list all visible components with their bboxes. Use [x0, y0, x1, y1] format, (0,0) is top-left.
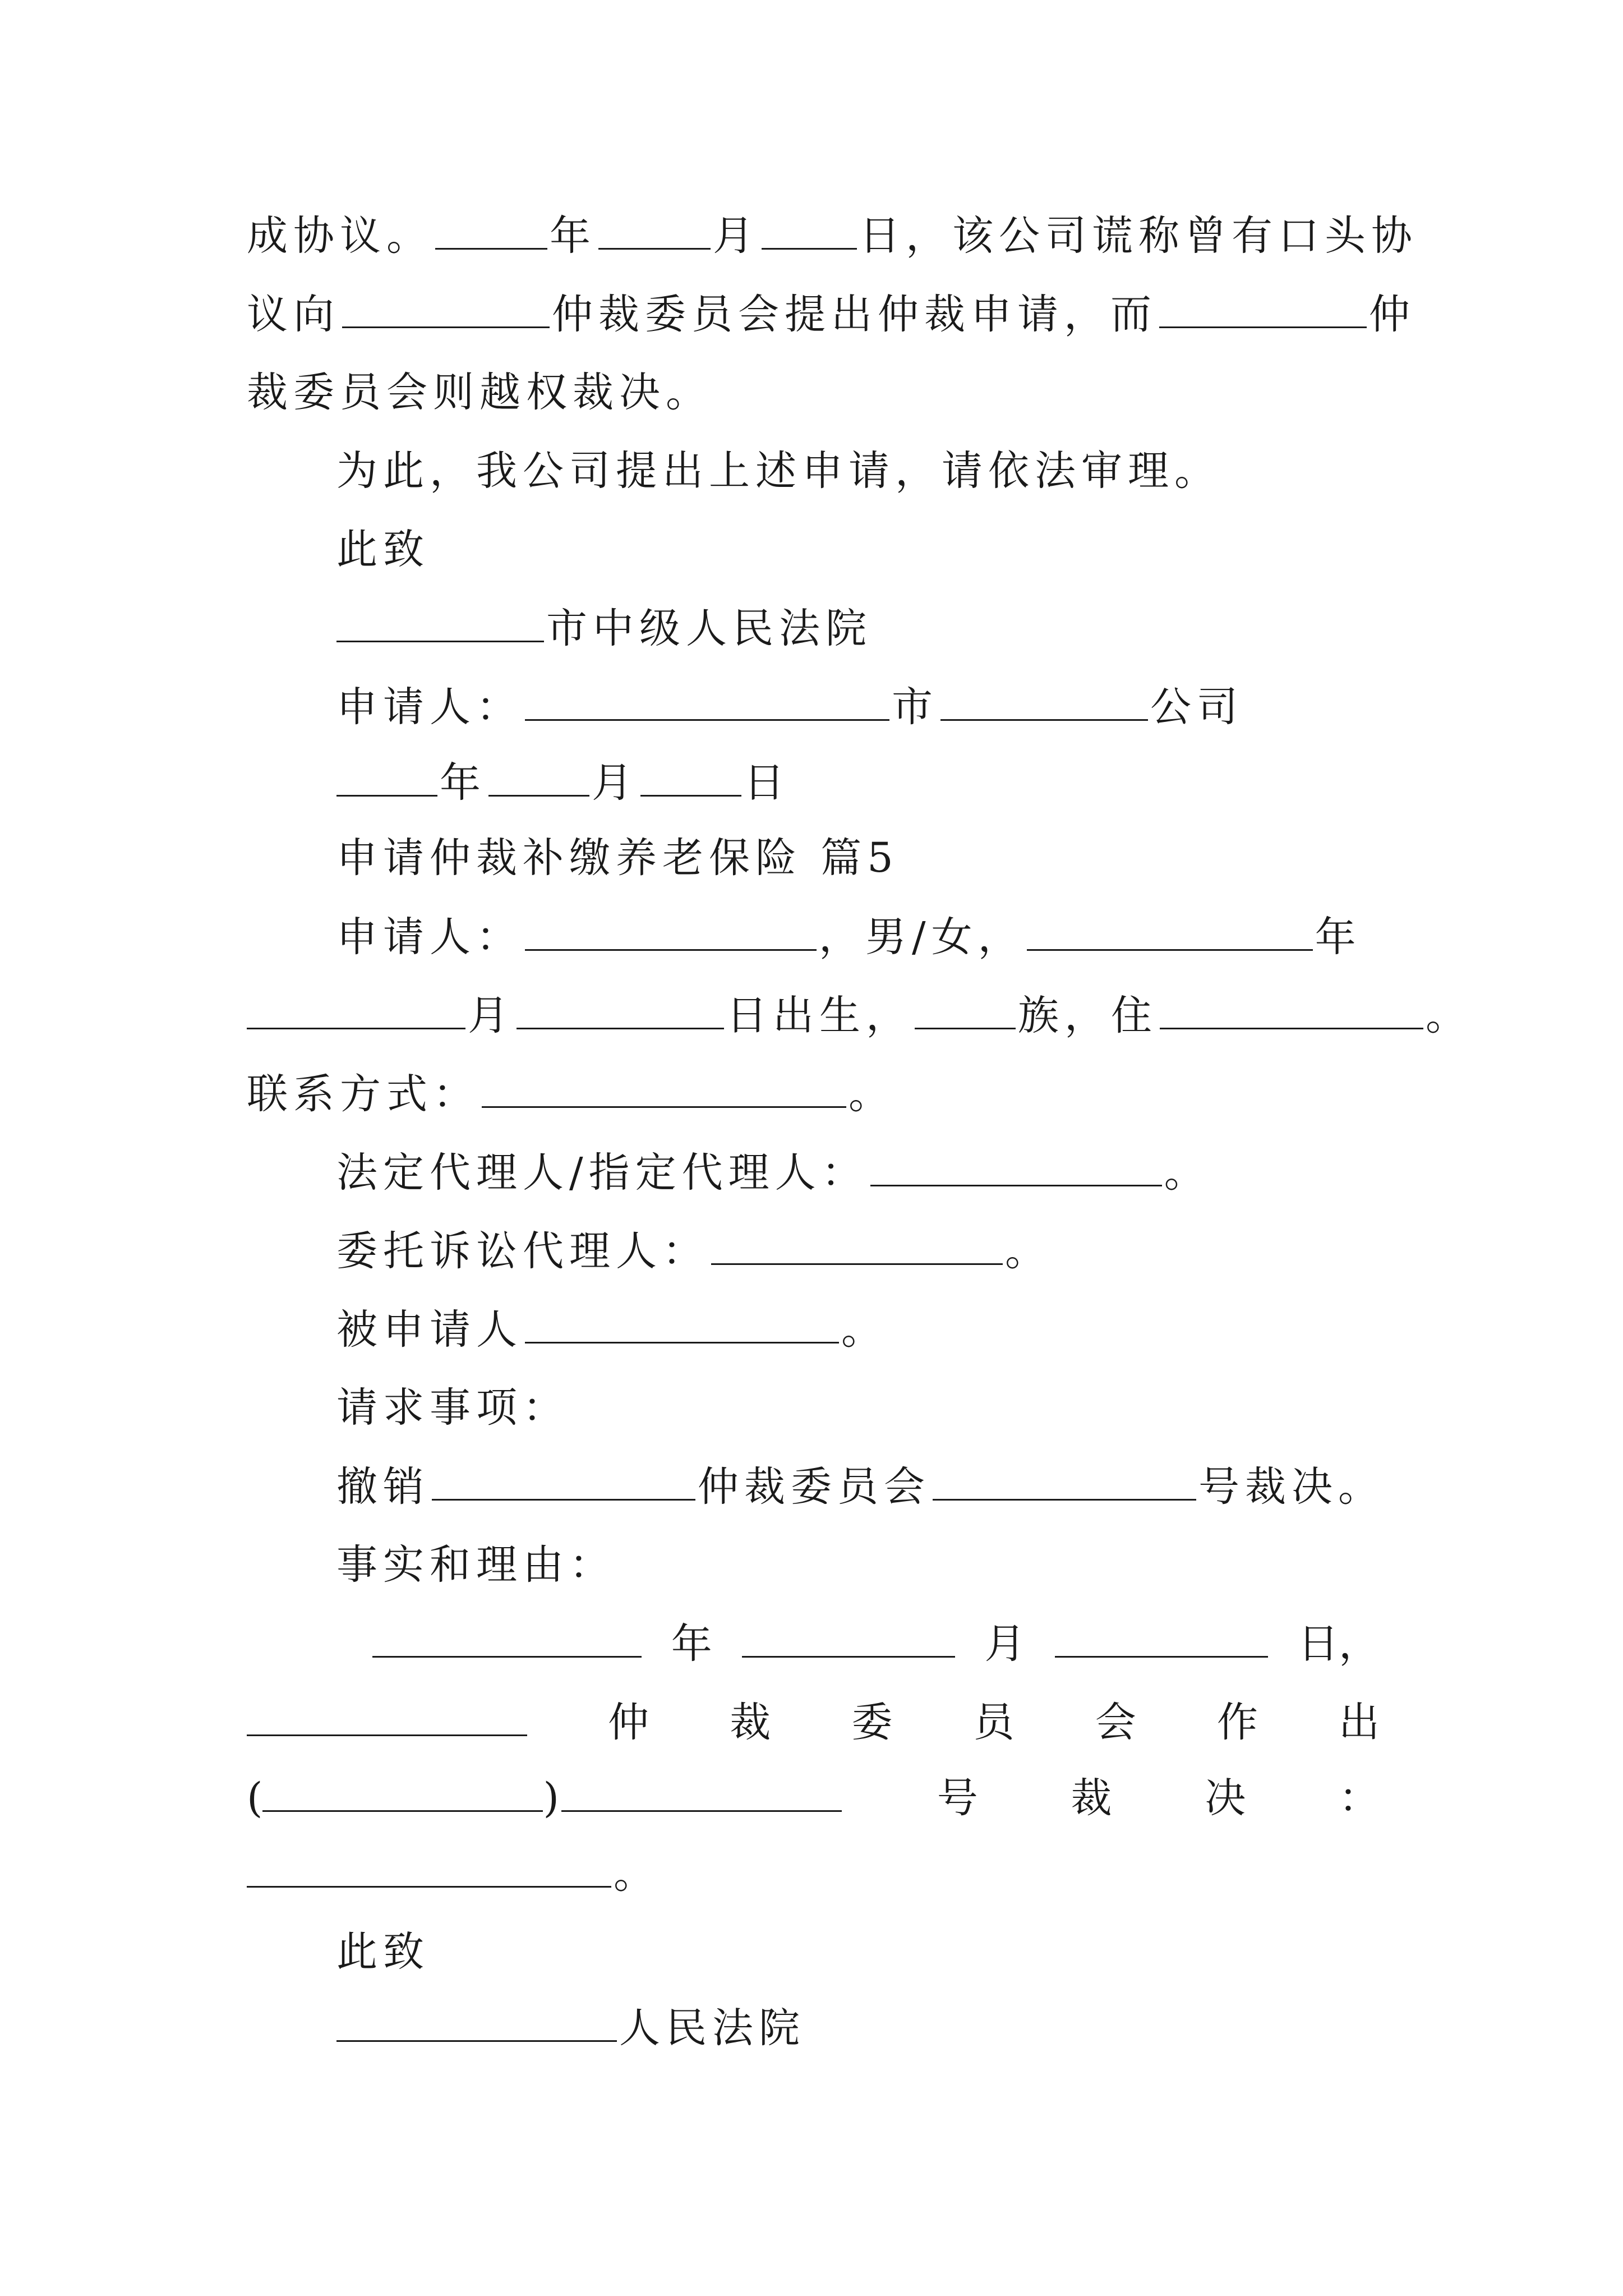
text-line: [247, 286, 1415, 343]
text-segment: 市: [892, 683, 938, 731]
text-line: [247, 365, 712, 421]
text-line: [336, 1223, 1052, 1280]
fill-blank: [336, 600, 544, 642]
fill-blank: [598, 208, 711, 250]
fill-blank: [940, 679, 1148, 721]
text-segment: 公司: [1150, 683, 1243, 731]
fill-blank: [435, 208, 547, 250]
text-segment: 月: [984, 1620, 1026, 1668]
fill-blank: [1055, 1616, 1268, 1658]
text-segment: 市中级人民法院: [546, 605, 872, 652]
fill-blank: [561, 1770, 842, 1812]
fill-blank: [640, 754, 741, 797]
fill-blank: [525, 1301, 839, 1343]
text-line: [336, 679, 1243, 735]
text-segment: ): [543, 1774, 559, 1822]
text-segment: 日出生，: [726, 992, 912, 1039]
text-segment: 仲裁委员会提出仲裁申请，而: [552, 291, 1157, 338]
text-segment: 被申请人: [336, 1306, 523, 1354]
fill-blank: [762, 208, 857, 250]
text-segment: 年: [550, 212, 596, 260]
text-segment: 会: [1095, 1699, 1136, 1746]
text-segment: 撤销: [336, 1463, 430, 1511]
text-segment: 决: [1205, 1774, 1246, 1822]
text-segment: 月: [713, 212, 759, 260]
text-segment: 年: [671, 1620, 712, 1668]
fill-blank: [711, 1223, 1003, 1265]
text-segment: 仲裁委员会: [698, 1463, 930, 1511]
text-segment: 裁: [1071, 1774, 1112, 1822]
text-segment: 年: [440, 759, 486, 807]
text-line: [336, 1301, 888, 1358]
text-segment: 此致: [336, 1928, 430, 1976]
text-segment: ：: [1338, 1774, 1380, 1822]
text-segment: 日，: [1297, 1620, 1380, 1668]
text-segment: 族，住: [1018, 992, 1158, 1039]
text-segment: 。: [614, 1850, 660, 1898]
text-line: [336, 830, 899, 886]
text-segment: 委托诉讼代理人：: [336, 1227, 709, 1275]
text-line: [247, 1770, 1380, 1826]
text-line: [336, 443, 1221, 499]
text-segment: 日，该公司谎称曾有口头协: [859, 212, 1418, 260]
text-segment: 。: [849, 1070, 895, 1118]
fill-blank: [517, 987, 724, 1029]
text-line: [336, 522, 430, 578]
text-segment: 委: [851, 1699, 893, 1746]
text-segment: 出: [1338, 1699, 1380, 1746]
text-segment: 此致: [336, 526, 430, 573]
section-heading: 申请仲裁补缴养老保险 篇5: [336, 834, 899, 882]
text-line: [336, 600, 872, 657]
text-segment: 仲: [608, 1699, 649, 1746]
text-line: [247, 1066, 895, 1122]
text-segment: (: [247, 1774, 263, 1822]
fill-blank: [742, 1616, 955, 1658]
text-segment: 请求事项：: [336, 1384, 569, 1432]
text-line: [336, 1924, 430, 1980]
fill-blank: [262, 1770, 543, 1812]
fill-blank: [933, 1458, 1196, 1501]
text-segment: 申请人：: [336, 683, 523, 731]
text-segment: 申请人：: [336, 913, 523, 961]
text-segment: 号: [937, 1774, 978, 1822]
text-segment: 仲: [1369, 291, 1415, 338]
text-line: [336, 2000, 805, 2056]
text-segment: 月: [592, 759, 638, 807]
text-segment: 作: [1216, 1699, 1258, 1746]
text-line: [247, 1694, 1380, 1751]
text-group: [247, 1770, 844, 1826]
text-segment: 号裁决。: [1198, 1463, 1385, 1511]
fill-blank: [525, 679, 889, 721]
text-segment: 。: [1164, 1149, 1211, 1197]
text-line: [336, 754, 790, 811]
text-segment: 裁: [730, 1699, 771, 1746]
text-segment: 人民法院: [619, 2004, 805, 2052]
fill-blank: [870, 1144, 1162, 1186]
text-segment: 为此，我公司提出上述申请，请依法审理。: [336, 447, 1221, 495]
fill-blank: [247, 987, 465, 1029]
fill-blank: [482, 1066, 846, 1108]
text-segment: 月: [468, 992, 514, 1039]
fill-blank: [336, 754, 437, 797]
text-segment: 员: [973, 1699, 1015, 1746]
text-line: [336, 1144, 1211, 1201]
text-segment: 裁委员会则越权裁决。: [247, 369, 712, 416]
fill-blank: [1027, 909, 1313, 951]
text-segment: 法定代理人/指定代理人：: [336, 1149, 868, 1197]
fill-blank: [336, 2000, 617, 2042]
text-segment: ，男/女，: [819, 913, 1025, 961]
text-line: [370, 1616, 1380, 1672]
text-segment: 联系方式：: [247, 1070, 479, 1118]
text-line: [247, 1846, 660, 1902]
fill-blank: [525, 909, 817, 951]
fill-blank: [247, 1694, 527, 1736]
fill-blank: [372, 1616, 642, 1658]
text-line: [336, 1537, 616, 1593]
fill-blank: [247, 1846, 611, 1888]
fill-blank: [915, 987, 1016, 1029]
text-line: [336, 1380, 569, 1436]
text-segment: 日: [744, 759, 790, 807]
text-segment: 成协议。: [247, 212, 433, 260]
text-segment: 。: [1005, 1227, 1052, 1275]
text-segment: 。: [841, 1306, 888, 1354]
text-line: [247, 208, 1418, 264]
text-segment: 事实和理由：: [336, 1541, 616, 1589]
text-segment: 。: [1426, 992, 1472, 1039]
text-line: [336, 909, 1362, 965]
text-segment: 议向: [247, 291, 340, 338]
fill-blank: [432, 1458, 695, 1501]
fill-blank: [488, 754, 589, 797]
text-segment: 年: [1315, 913, 1362, 961]
fill-blank: [342, 286, 550, 328]
fill-blank: [1160, 987, 1423, 1029]
fill-blank: [1159, 286, 1367, 328]
text-line: [336, 1458, 1385, 1515]
text-line: [247, 987, 1472, 1044]
